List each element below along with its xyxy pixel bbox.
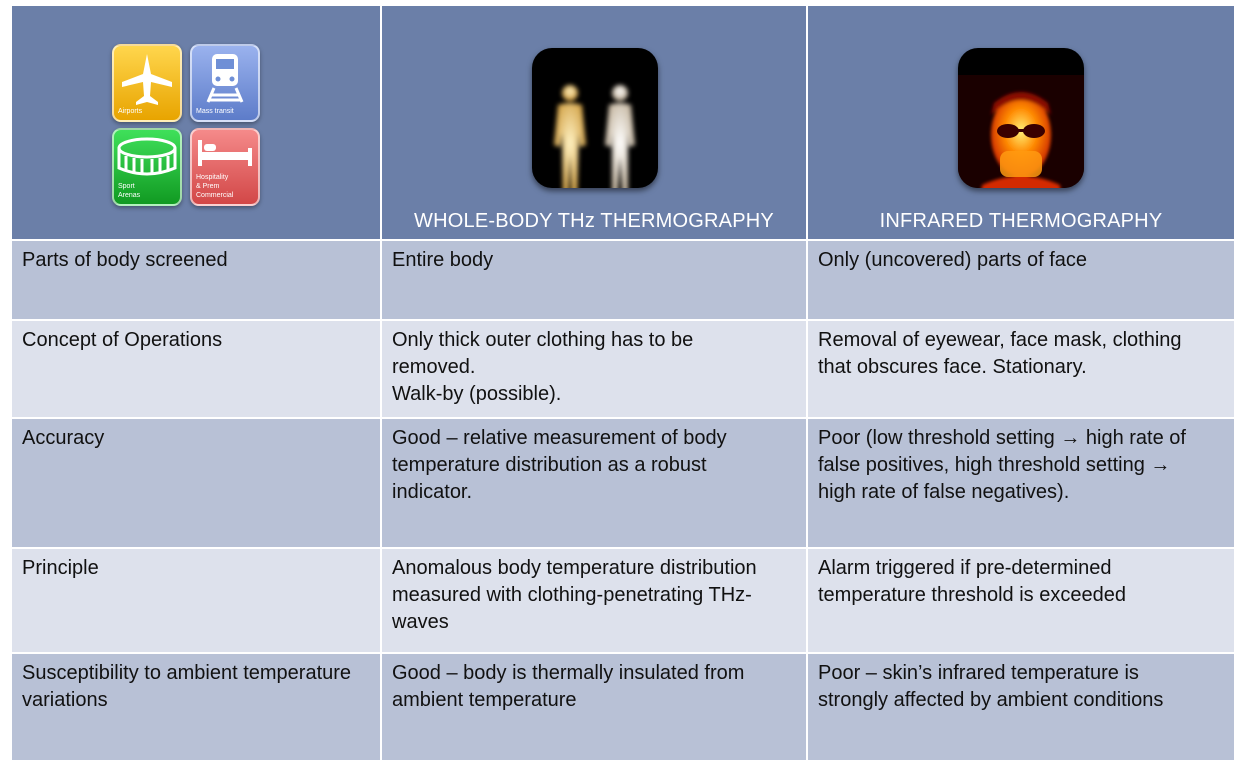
sport-arenas-tile [112, 128, 182, 206]
criterion-cell: Accuracy [12, 419, 382, 549]
mass-transit-tile [190, 44, 260, 122]
tile-label: Hospitality & Prem Commercial [196, 174, 234, 199]
ir-cell: Poor – skin’s infrared temperature is strongly affected by ambient conditions [808, 654, 1234, 760]
thz-column-title: WHOLE-BODY THz THERMOGRAPHY [414, 210, 774, 232]
ir-cell: Only (uncovered) parts of face [808, 241, 1234, 321]
thz-cell: Anomalous body temperature distribution measured with clothing-penetrating THz- waves [382, 549, 808, 654]
ir-cell: Alarm triggered if pre-determined temperature threshold is exceeded [808, 549, 1234, 654]
comparison-table [12, 6, 1234, 764]
tile-label: Airports [118, 108, 143, 115]
thz-cell: Good – body is thermally insulated from ambient temperature [382, 654, 808, 760]
thz-cell: Entire body [382, 241, 808, 321]
tile-label: Mass transit [196, 108, 234, 115]
ir-cell: Removal of eyewear, face mask, clothing that obscures face. Stationary. [808, 321, 1234, 419]
criterion-cell: Susceptibility to ambient temperature variations [12, 654, 382, 760]
ir-cell: Poor (low threshold setting → high rate of false positives, high threshold setting → high rate of false negatives). [808, 419, 1234, 549]
header-cell-venues [12, 6, 382, 241]
airports-tile [112, 44, 182, 122]
header-cell-thz [382, 6, 808, 241]
criterion-cell: Parts of body screened [12, 241, 382, 321]
stadium-icon [114, 134, 180, 186]
infrared-face-image [958, 48, 1084, 188]
header-cell-ir [808, 6, 1234, 241]
tile-label: Sport Arenas [118, 183, 141, 199]
thz-cell: Good – relative measurement of body temperature distribution as a robust indicator. [382, 419, 808, 549]
thz-body-scan-image [532, 48, 658, 188]
train-icon [192, 50, 258, 106]
criterion-cell: Concept of Operations [12, 321, 382, 419]
criterion-cell: Principle [12, 549, 382, 654]
bed-icon [192, 134, 258, 174]
hospitality-tile [190, 128, 260, 206]
ir-column-title: INFRARED THERMOGRAPHY [879, 210, 1163, 232]
thz-cell: Only thick outer clothing has to be removed. Walk-by (possible). [382, 321, 808, 419]
airplane-icon [114, 50, 180, 110]
